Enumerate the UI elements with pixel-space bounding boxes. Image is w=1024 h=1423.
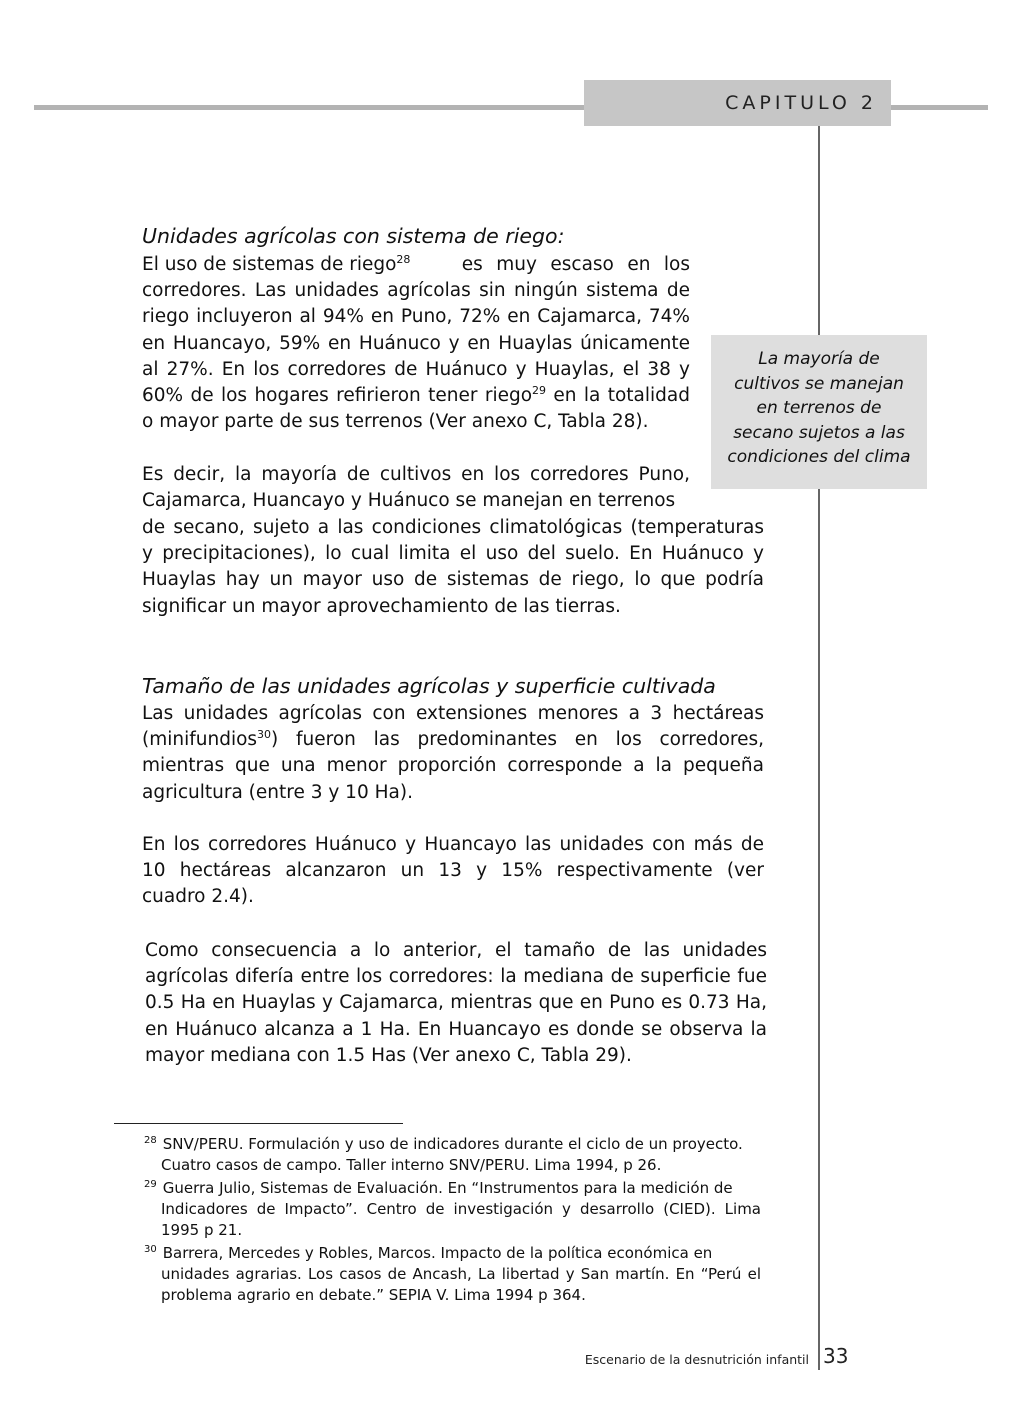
footnote-29 <box>144 1178 761 1241</box>
pull-quote <box>711 335 927 489</box>
pull-quote-line: condiciones del clima <box>727 447 911 467</box>
pull-quote-line: La mayoría de <box>758 349 880 369</box>
minifundios-text-a: Las unidades agrícolas con extensiones menores a 3 hectáreas (minifundios <box>142 703 764 751</box>
footnote-ref-29: 29 <box>532 383 547 397</box>
pull-quote-line: secano sujetos a las <box>733 422 905 443</box>
margin-rule <box>818 126 820 1370</box>
page-number: 33 <box>823 1344 849 1368</box>
footnote-text: Guerra Julio, Sistemas de Evaluación. En “Instrumentos para la medición de <box>162 1179 733 1197</box>
footnote-text: SNV/PERU. Formulación y uso de indicadores durante el ciclo de un proyecto. <box>162 1135 743 1153</box>
paragraph-minifundios <box>142 701 764 806</box>
footnote-number: 29 <box>144 1179 157 1190</box>
footnote-text: Barrera, Mercedes y Robles, Marcos. Impacto de la política económica en <box>162 1244 713 1262</box>
running-footer: Escenario de la desnutrición infantil <box>584 1352 809 1367</box>
footnote-ref-28: 28 <box>396 252 411 266</box>
chapter-title: CAPITULO 2 <box>725 92 877 114</box>
chapter-label <box>584 80 891 126</box>
footnote-text-cont: Indicadores de Impacto”. Centro de investigación y desarrollo (CIED). Lima 1995 p 21. <box>161 1200 761 1239</box>
paragraph-mediana: Como consecuencia a lo anterior, el tamaño de las unidades agrícolas difería entre los corredores: la mediana de superficie fue 0.5 Ha en Huaylas y Cajamarca, mientras que en Puno es 0.73 Ha, en Huánuco alcanza a 1 Ha. En Huancayo es donde se observa la mayor mediana con 1.5 Has (Ver anexo C, Tabla 29). <box>145 940 767 1066</box>
footnote-text-cont: Cuatro casos de campo. Taller interno SNV/PERU. Lima 1994, p 26. <box>161 1156 662 1174</box>
pull-quote-line: en terrenos de <box>756 398 882 418</box>
footnote-text-cont: unidades agrarias. Los casos de Ancash, La libertad y San martín. En “Perú el problema agrario en debate.” SEPIA V. Lima 1994 p 364. <box>161 1265 761 1304</box>
footnote-30 <box>144 1243 761 1306</box>
riego-text-c: en la totalidad o mayor parte de sus terrenos (Ver anexo C, Tabla 28). <box>142 385 690 433</box>
footnote-number: 30 <box>144 1244 157 1255</box>
footnote-28 <box>144 1134 761 1176</box>
minifundios-text-b: ) fueron las predominantes en los corredores, mientras que una menor proporción corresponde a la pequeña agricultura (entre 3 y 10 Ha). <box>142 729 764 803</box>
section-heading-riego: Unidades agrícolas con sistema de riego: <box>142 224 565 248</box>
paragraph-riego-intro <box>142 252 690 435</box>
pull-quote-line: cultivos se manejan <box>734 373 904 394</box>
footnote-number: 28 <box>144 1135 157 1146</box>
riego-text-b: es muy escaso en los corredores. Las unidades agrícolas sin ningún sistema de riego incluyeron al 94% en Puno, 72% en Cajamarca, 74% en Huancayo, 59% en Huánuco y en Huaylas únicamente al 27%. En los corredores de Huánuco y Huaylas, el 38 y 60% de los hogares refirieron tener riego <box>142 254 690 407</box>
paragraph-secano-narrow: Es decir, la mayoría de cultivos en los corredores Puno, Cajamarca, Huancayo y Huánuco se manejan en terrenos <box>142 464 690 512</box>
riego-text-a: El uso de sistemas de riego <box>142 254 397 275</box>
paragraph-huanuco-huancayo: En los corredores Huánuco y Huancayo las unidades con más de 10 hectáreas alcanzaron un 13 y 15% respectivamente (ver cuadro 2.4). <box>142 834 764 908</box>
paragraph-secano-wide: de secano, sujeto a las condiciones climatológicas (temperaturas y precipitaciones), lo cual limita el uso del suelo. En Huánuco y Huaylas hay un mayor uso de sistemas de riego, lo que podría significar un mayor aprovechamiento de las tierras. <box>142 517 764 617</box>
footnote-rule <box>114 1123 403 1124</box>
section-heading-tamano: Tamaño de las unidades agrícolas y superficie cultivada <box>142 674 716 698</box>
footnote-ref-30: 30 <box>257 728 272 742</box>
